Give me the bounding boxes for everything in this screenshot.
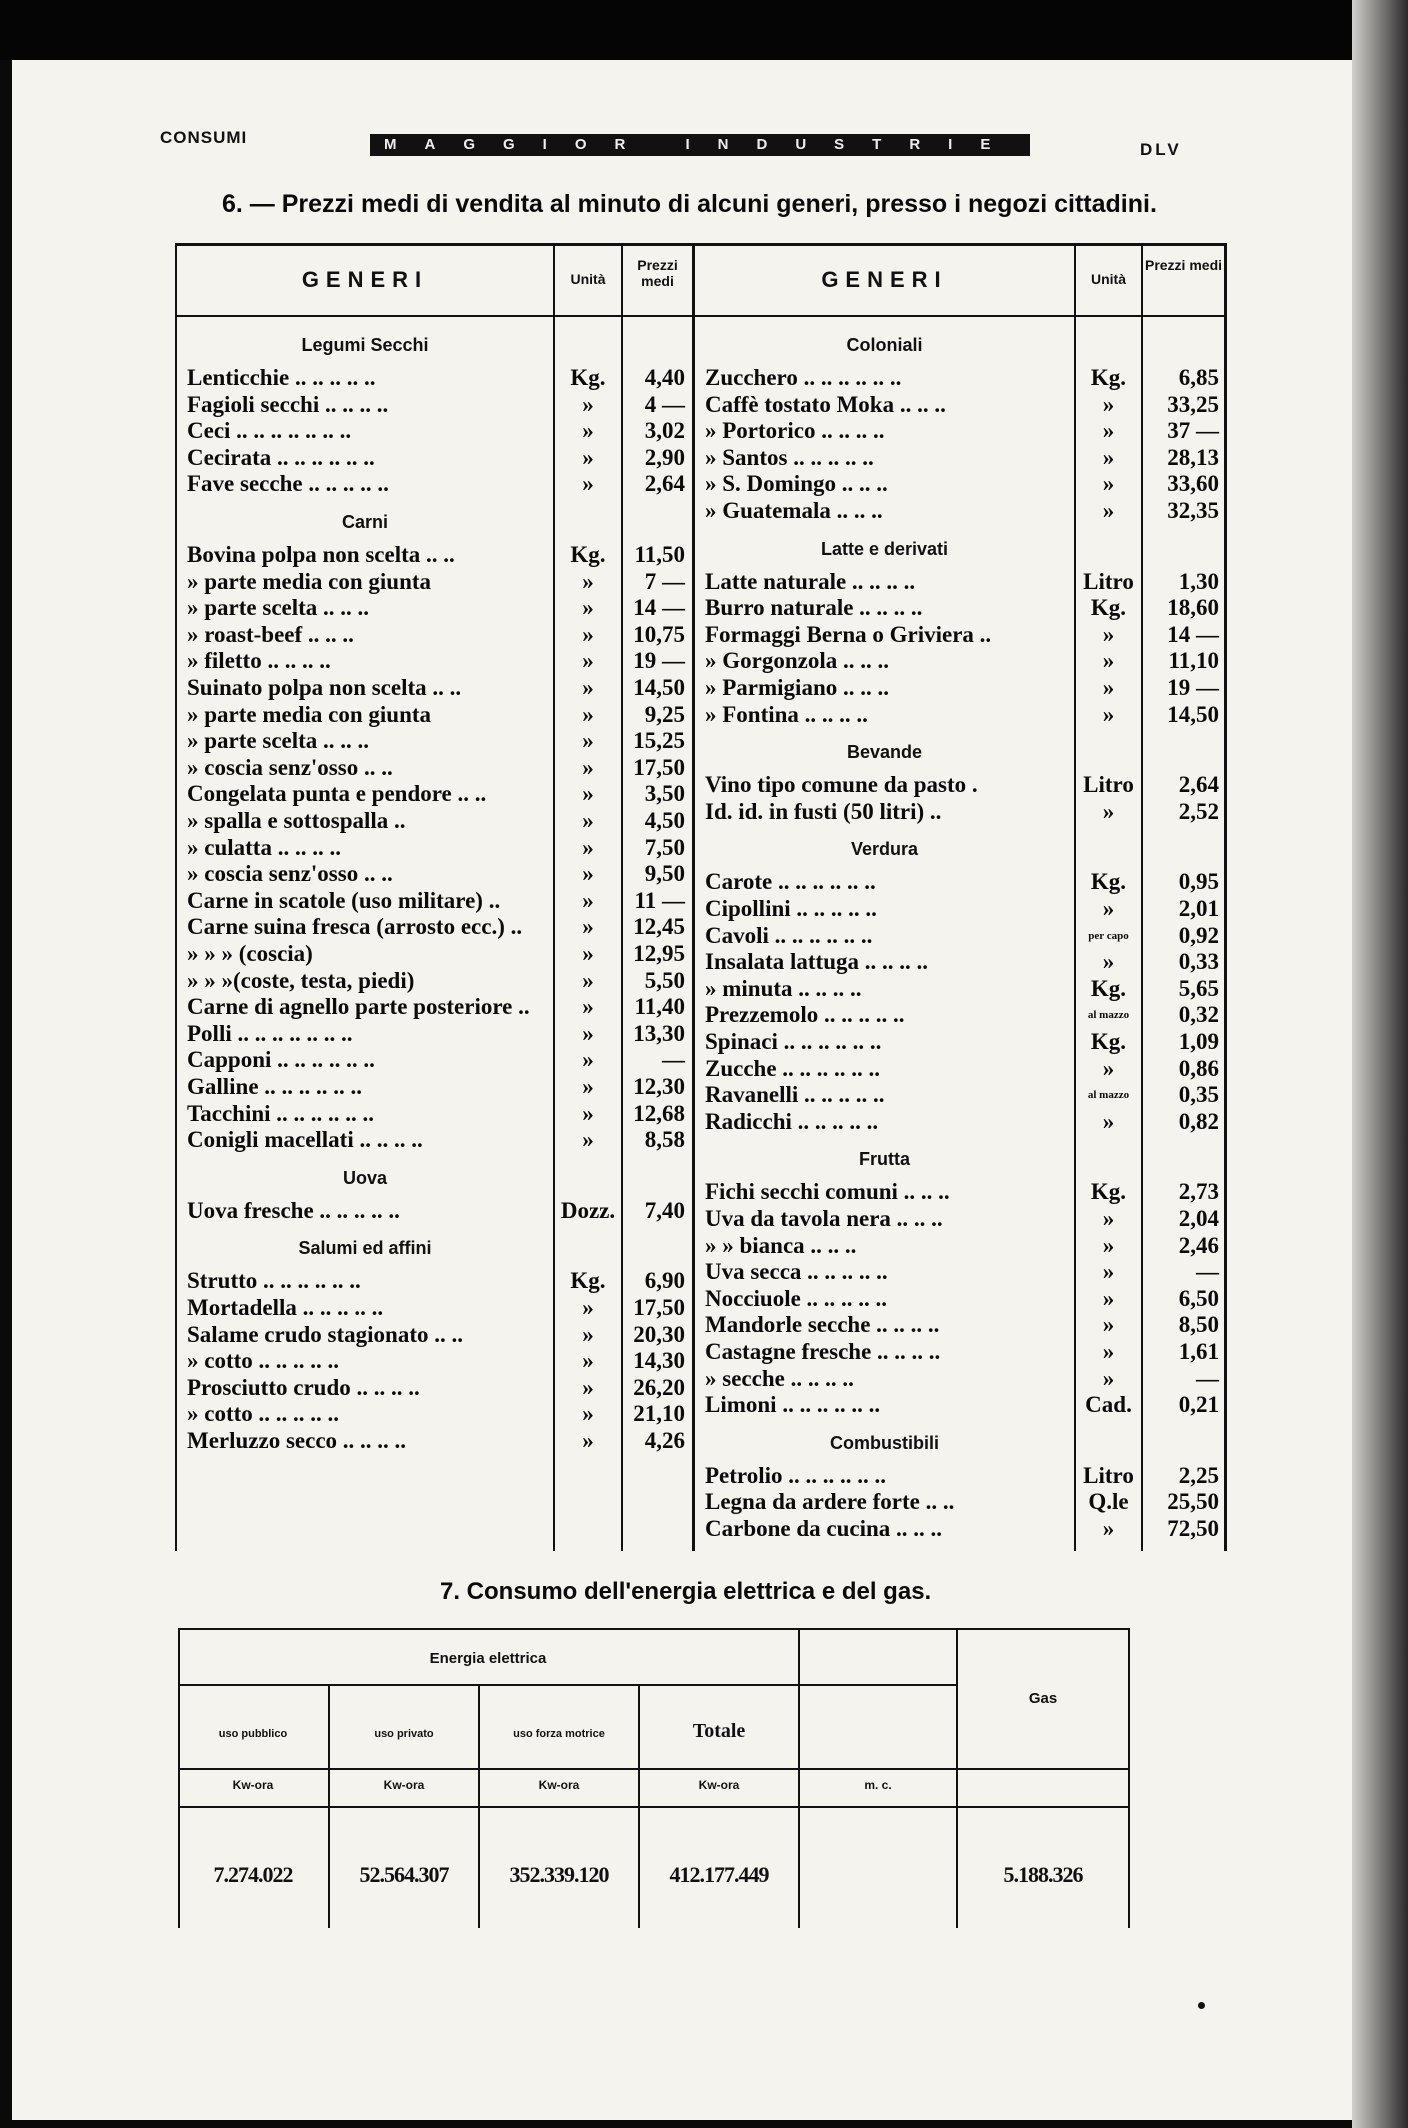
row-unita: » bbox=[582, 1401, 594, 1427]
row-unita: » bbox=[582, 861, 594, 887]
row-unita: » bbox=[582, 471, 594, 497]
row-genere: Legna da ardere forte .. .. bbox=[705, 1489, 955, 1515]
row-prezzo: 21,10 bbox=[633, 1401, 685, 1427]
row-prezzo: 6,90 bbox=[644, 1268, 685, 1294]
row-unita: » bbox=[582, 1074, 594, 1099]
col-totale: Totale bbox=[692, 1720, 746, 1742]
row-genere: Carote .. .. .. .. .. .. bbox=[705, 869, 876, 895]
row-prezzo: 12,68 bbox=[633, 1100, 685, 1126]
row-prezzo: 72,50 bbox=[1167, 1516, 1219, 1541]
row-prezzo: 12,95 bbox=[633, 941, 685, 966]
row-prezzo: 25,50 bbox=[1167, 1489, 1219, 1515]
row-unita: » bbox=[1102, 621, 1115, 647]
row-genere: » Gorgonzola .. .. .. bbox=[705, 648, 889, 674]
row-prezzo: 8,50 bbox=[1178, 1312, 1219, 1338]
table7 bbox=[178, 1628, 1130, 1928]
row-genere: » coscia senz'osso .. .. bbox=[187, 861, 393, 887]
row-unita: » bbox=[1102, 1516, 1115, 1541]
table-row bbox=[175, 1366, 1227, 1392]
row-genere: Zucche .. .. .. .. .. .. bbox=[705, 1055, 881, 1081]
row-genere: Mandorle secche .. .. .. .. bbox=[705, 1312, 940, 1338]
row-unita: al mazzo bbox=[1087, 1009, 1130, 1022]
col-generi-right: GENERI bbox=[821, 267, 948, 292]
row-unita: Kg. bbox=[1090, 595, 1127, 621]
unit-kw-ora: Kw-ora bbox=[698, 1778, 740, 1792]
row-genere: » S. Domingo .. .. .. bbox=[705, 471, 888, 497]
col-unita-left: Unità bbox=[570, 271, 606, 287]
table-row bbox=[175, 1179, 1227, 1205]
row-unita: » bbox=[582, 1100, 594, 1126]
row-unita: » bbox=[582, 754, 594, 780]
row-prezzo: 0,35 bbox=[1178, 1082, 1219, 1108]
row-unita: per capo bbox=[1088, 929, 1129, 942]
row-unita: » bbox=[1102, 949, 1115, 975]
row-prezzo: 6,85 bbox=[1178, 365, 1219, 390]
row-genere: » parte scelta .. .. .. bbox=[187, 728, 370, 754]
row-unita: » bbox=[582, 648, 594, 674]
row-genere: Uva da tavola nera .. .. .. bbox=[705, 1206, 943, 1231]
row-unita: al mazzo bbox=[1087, 1089, 1130, 1102]
row-unita: Q.le bbox=[1088, 1489, 1129, 1515]
table-row bbox=[175, 498, 1227, 524]
row-unita: » bbox=[582, 994, 594, 1020]
row-genere: Tacchini .. .. .. .. .. .. bbox=[187, 1100, 375, 1126]
section-title: Combustibili bbox=[830, 1432, 939, 1453]
row-prezzo: — bbox=[1196, 1365, 1219, 1391]
row-genere: Merluzzo secco .. .. .. .. bbox=[187, 1428, 407, 1453]
row-unita: » bbox=[1102, 391, 1115, 417]
row-unita: » bbox=[1102, 701, 1115, 727]
row-prezzo: 2,73 bbox=[1178, 1179, 1219, 1205]
row-unita: » bbox=[1102, 1232, 1115, 1258]
table-row bbox=[175, 1259, 1227, 1285]
table-row bbox=[175, 1056, 1227, 1082]
table-row bbox=[175, 1463, 1227, 1489]
row-genere: Caffè tostato Moka .. .. .. bbox=[705, 391, 946, 417]
row-unita: » bbox=[582, 1374, 594, 1400]
row-prezzo: 0,33 bbox=[1178, 949, 1219, 975]
row-genere: Cecirata .. .. .. .. .. .. bbox=[187, 444, 375, 470]
table-row bbox=[175, 675, 1227, 701]
row-genere: Petrolio .. .. .. .. .. .. bbox=[705, 1462, 886, 1488]
row-prezzo: 3,02 bbox=[644, 418, 685, 444]
row-genere: » Parmigiano .. .. .. bbox=[705, 675, 889, 700]
row-prezzo: 11,10 bbox=[1168, 648, 1219, 674]
row-genere: Conigli macellati .. .. .. .. bbox=[187, 1127, 423, 1153]
row-prezzo: 10,75 bbox=[633, 621, 685, 647]
row-genere: » spalla e sottospalla .. bbox=[187, 808, 406, 833]
unit-kw-ora: Kw-ora bbox=[232, 1778, 274, 1792]
col-uso-pubblico: uso pubblico bbox=[218, 1728, 288, 1740]
row-prezzo: 32,35 bbox=[1167, 498, 1219, 523]
row-genere: Carbone da cucina .. .. .. bbox=[705, 1516, 943, 1541]
unit-kw-ora: Kw-ora bbox=[383, 1778, 425, 1792]
row-unita: » bbox=[582, 914, 594, 940]
row-unita: » bbox=[1102, 648, 1115, 674]
row-prezzo: 8,58 bbox=[644, 1127, 685, 1153]
table6 bbox=[175, 243, 1227, 1551]
row-unita: » bbox=[582, 967, 594, 993]
table-row bbox=[175, 1109, 1227, 1135]
table-row bbox=[175, 1233, 1227, 1259]
row-genere: Prosciutto crudo .. .. .. .. bbox=[187, 1374, 420, 1400]
row-genere: Castagne fresche .. .. .. .. bbox=[705, 1339, 941, 1364]
row-prezzo: 15,25 bbox=[633, 728, 685, 754]
row-prezzo: 33,25 bbox=[1167, 391, 1219, 417]
row-prezzo: 2,64 bbox=[1178, 772, 1219, 798]
row-prezzo: 5,50 bbox=[644, 967, 685, 993]
row-prezzo: 4 — bbox=[644, 391, 685, 417]
row-genere: Ravanelli .. .. .. .. .. bbox=[705, 1082, 885, 1108]
row-prezzo: 1,61 bbox=[1178, 1339, 1219, 1364]
row-unita: » bbox=[582, 1348, 594, 1374]
row-unita: » bbox=[582, 391, 594, 417]
row-unita: Kg. bbox=[570, 1268, 606, 1294]
row-genere: Prezzemolo .. .. .. .. .. bbox=[705, 1002, 905, 1028]
table-row bbox=[175, 1029, 1227, 1055]
section-title: Bevande bbox=[846, 742, 923, 763]
row-genere: Uva secca .. .. .. .. .. bbox=[705, 1259, 888, 1285]
row-genere: Vino tipo comune da pasto . bbox=[705, 772, 978, 798]
row-unita: Kg. bbox=[1090, 975, 1127, 1001]
row-unita: » bbox=[582, 781, 594, 807]
row-unita: Kg. bbox=[1090, 1179, 1127, 1205]
row-unita: » bbox=[582, 887, 594, 913]
row-prezzo: — bbox=[1196, 1259, 1219, 1285]
table-row bbox=[175, 622, 1227, 648]
row-prezzo: 37 — bbox=[1167, 418, 1219, 444]
row-unita: Litro bbox=[1083, 568, 1134, 594]
row-unita: » bbox=[1102, 1339, 1115, 1364]
row-unita: » bbox=[1102, 1206, 1115, 1231]
table-row bbox=[175, 648, 1227, 674]
table-row bbox=[175, 976, 1227, 1002]
col-prezzi-left: Prezzi medi bbox=[637, 257, 678, 289]
row-genere: Carne di agnello parte posteriore .. bbox=[187, 994, 530, 1020]
row-genere: Mortadella .. .. .. .. .. bbox=[187, 1295, 384, 1320]
row-unita: » bbox=[582, 1321, 594, 1347]
row-unita: » bbox=[1102, 675, 1115, 700]
row-genere: » roast-beef .. .. .. bbox=[187, 621, 354, 647]
table-row bbox=[175, 471, 1227, 497]
table-row bbox=[175, 1489, 1227, 1515]
row-genere: » Guatemala .. .. .. bbox=[705, 498, 883, 523]
row-genere: Carne suina fresca (arrosto ecc.) .. bbox=[187, 914, 523, 940]
row-genere: Strutto .. .. .. .. .. .. bbox=[187, 1268, 361, 1294]
row-prezzo: 4,26 bbox=[644, 1428, 685, 1453]
row-unita: » bbox=[582, 728, 594, 754]
unit-kw-ora: Kw-ora bbox=[538, 1778, 580, 1792]
row-unita: » bbox=[582, 834, 594, 860]
row-prezzo: 2,52 bbox=[1178, 798, 1219, 824]
row-prezzo: — bbox=[662, 1047, 685, 1073]
table-row bbox=[175, 595, 1227, 621]
row-genere: Capponi .. .. .. .. .. .. bbox=[187, 1047, 375, 1073]
row-genere: Id. id. in fusti (50 litri) .. bbox=[705, 798, 942, 824]
table6-header-rule bbox=[175, 315, 1227, 317]
col-uso-forza-motrice: uso forza motrice bbox=[513, 1728, 605, 1740]
row-prezzo: 17,50 bbox=[633, 1295, 685, 1320]
value-uso-forza-motrice: 352.339.120 bbox=[509, 1862, 609, 1887]
row-prezzo: 12,30 bbox=[633, 1074, 685, 1099]
table-row bbox=[175, 869, 1227, 895]
row-prezzo: 7,50 bbox=[644, 834, 685, 860]
row-genere: » Fontina .. .. .. .. bbox=[705, 701, 868, 727]
col-unita-right: Unità bbox=[1091, 271, 1126, 287]
row-genere: Fichi secchi comuni .. .. .. bbox=[705, 1179, 950, 1205]
row-genere: Radicchi .. .. .. .. .. bbox=[705, 1108, 879, 1134]
table-row bbox=[175, 1002, 1227, 1028]
row-prezzo: 9,50 bbox=[644, 861, 685, 887]
row-genere: Latte naturale .. .. .. .. bbox=[705, 568, 916, 594]
table6-top-rule bbox=[175, 243, 1227, 246]
row-genere: » coscia senz'osso .. .. bbox=[187, 754, 393, 780]
row-prezzo: 1,30 bbox=[1178, 568, 1219, 594]
value-totale: 412.177.449 bbox=[669, 1862, 769, 1887]
row-genere: Limoni .. .. .. .. .. .. bbox=[705, 1392, 881, 1418]
row-unita: » bbox=[582, 808, 594, 833]
row-prezzo: 14,30 bbox=[633, 1348, 685, 1374]
row-genere: Uova fresche .. .. .. .. .. bbox=[187, 1197, 400, 1223]
running-header-band: MAGGIOR INDUSTRIE bbox=[370, 134, 1030, 156]
row-genere: » parte media con giunta bbox=[187, 568, 432, 594]
row-unita: » bbox=[1102, 1259, 1115, 1285]
row-genere: » culatta .. .. .. .. bbox=[187, 834, 341, 860]
row-unita: Dozz. bbox=[560, 1197, 616, 1223]
row-prezzo: 0,82 bbox=[1178, 1108, 1219, 1134]
row-unita: » bbox=[1102, 1108, 1115, 1134]
row-genere: Suinato polpa non scelta .. .. bbox=[187, 675, 462, 700]
row-genere: Salame crudo stagionato .. .. bbox=[187, 1321, 463, 1347]
row-prezzo: 6,50 bbox=[1178, 1285, 1219, 1311]
table-row bbox=[175, 392, 1227, 418]
table-row bbox=[175, 702, 1227, 728]
row-prezzo: 19 — bbox=[633, 648, 685, 674]
row-unita: » bbox=[582, 701, 594, 727]
table-row bbox=[175, 1286, 1227, 1312]
row-unita: » bbox=[1102, 471, 1115, 497]
row-prezzo: 4,50 bbox=[644, 808, 685, 833]
row-genere: » Portorico .. .. .. .. bbox=[705, 418, 885, 444]
row-prezzo: 11,50 bbox=[634, 542, 685, 567]
row-genere: Bovina polpa non scelta .. .. bbox=[187, 542, 455, 567]
value-uso-privato: 52.564.307 bbox=[359, 1862, 449, 1887]
row-prezzo: 4,40 bbox=[644, 365, 685, 390]
row-prezzo: 7 — bbox=[644, 568, 685, 594]
row-unita: » bbox=[582, 1295, 594, 1320]
row-prezzo: 17,50 bbox=[633, 754, 685, 780]
row-genere: Fagioli secchi .. .. .. .. bbox=[187, 391, 389, 417]
row-genere: » filetto .. .. .. .. bbox=[187, 648, 331, 674]
table-row bbox=[175, 445, 1227, 471]
section-title: Verdura bbox=[850, 839, 919, 860]
row-unita: » bbox=[582, 621, 594, 647]
row-prezzo: 1,09 bbox=[1178, 1029, 1219, 1054]
row-prezzo: 26,20 bbox=[633, 1374, 685, 1400]
table7-title: 7. Consumo dell'energia elettrica e del gas. bbox=[440, 1578, 932, 1605]
table6-title: 6. — Prezzi medi di vendita al minuto di alcuni generi, presso i negozi cittadini. bbox=[222, 190, 1157, 218]
table-row bbox=[175, 418, 1227, 444]
row-prezzo: 14 — bbox=[633, 595, 685, 621]
row-prezzo: 5,65 bbox=[1178, 975, 1219, 1001]
gas-header: Gas bbox=[1028, 1690, 1058, 1707]
row-unita: » bbox=[1102, 1285, 1115, 1311]
row-prezzo: 2,01 bbox=[1178, 896, 1219, 921]
row-unita: Kg. bbox=[1090, 365, 1127, 390]
row-prezzo: 0,86 bbox=[1178, 1055, 1219, 1081]
row-unita: » bbox=[582, 444, 594, 470]
section-title: Carni bbox=[341, 512, 388, 532]
row-genere: Zucchero .. .. .. .. .. .. bbox=[705, 365, 902, 390]
row-prezzo: 14,50 bbox=[1167, 701, 1219, 727]
row-unita: » bbox=[582, 1047, 594, 1073]
row-prezzo: 2,64 bbox=[644, 471, 685, 497]
row-prezzo: 12,45 bbox=[633, 914, 685, 940]
row-unita: » bbox=[1102, 418, 1115, 444]
row-prezzo: 14 — bbox=[1167, 621, 1219, 647]
running-header-right: DLV bbox=[1140, 140, 1182, 159]
section-title: Legumi Secchi bbox=[301, 335, 429, 355]
row-unita: » bbox=[1102, 798, 1115, 824]
row-prezzo: 2,25 bbox=[1178, 1462, 1219, 1488]
row-genere: » Santos .. .. .. .. .. bbox=[705, 444, 874, 470]
row-unita: » bbox=[1102, 1365, 1115, 1391]
table-row bbox=[175, 896, 1227, 922]
table-row bbox=[175, 923, 1227, 949]
row-genere: Spinaci .. .. .. .. .. .. bbox=[705, 1029, 882, 1054]
table-row bbox=[175, 569, 1227, 595]
row-genere: » secche .. .. .. .. bbox=[705, 1365, 854, 1391]
row-unita: » bbox=[582, 418, 594, 444]
section-title: Uova bbox=[342, 1167, 387, 1188]
value-gas: 5.188.326 bbox=[1003, 1862, 1083, 1887]
col-prezzi-right: Prezzi medi bbox=[1144, 257, 1223, 273]
table-row bbox=[175, 1392, 1227, 1418]
row-unita: » bbox=[1102, 498, 1115, 523]
row-unita: Cad. bbox=[1085, 1392, 1132, 1418]
row-prezzo: 0,92 bbox=[1178, 922, 1219, 948]
section-title: Frutta bbox=[859, 1149, 910, 1170]
row-prezzo: 13,30 bbox=[633, 1020, 685, 1046]
section-title: Latte e derivati bbox=[820, 538, 949, 559]
running-header-left: CONSUMI bbox=[160, 128, 248, 147]
value-uso-pubblico: 7.274.022 bbox=[213, 1862, 293, 1887]
row-unita: » bbox=[582, 1127, 594, 1153]
row-unita: Litro bbox=[1083, 1462, 1134, 1488]
col-uso-privato: uso privato bbox=[374, 1728, 434, 1740]
table-row bbox=[175, 365, 1227, 391]
row-unita: » bbox=[582, 675, 594, 700]
energia-group-header: Energia elettrica bbox=[429, 1650, 547, 1667]
row-prezzo: 9,25 bbox=[644, 701, 685, 727]
table-row bbox=[175, 1206, 1227, 1232]
row-genere: » parte media con giunta bbox=[187, 701, 432, 727]
row-unita: » bbox=[582, 941, 594, 966]
col-generi-left: GENERI bbox=[301, 267, 429, 292]
row-genere: » cotto .. .. .. .. .. bbox=[187, 1401, 340, 1427]
table-row bbox=[175, 1082, 1227, 1108]
row-unita: » bbox=[1102, 444, 1115, 470]
row-unita: Kg. bbox=[570, 542, 606, 567]
row-prezzo: 11,40 bbox=[634, 994, 685, 1020]
table-row bbox=[175, 772, 1227, 798]
section-title: Salumi ed affini bbox=[298, 1238, 432, 1259]
row-unita: » bbox=[1102, 1312, 1115, 1338]
row-genere: Formaggi Berna o Griviera .. bbox=[705, 621, 992, 647]
row-prezzo: 20,30 bbox=[633, 1321, 685, 1347]
row-genere: » minuta .. .. .. .. bbox=[705, 975, 862, 1001]
row-unita: » bbox=[582, 1020, 594, 1046]
row-prezzo: 19 — bbox=[1167, 675, 1219, 700]
row-prezzo: 11 — bbox=[634, 887, 685, 913]
table-row bbox=[175, 949, 1227, 975]
row-prezzo: 3,50 bbox=[644, 781, 685, 807]
row-genere: Cipollini .. .. .. .. .. bbox=[705, 896, 877, 921]
row-unita: » bbox=[582, 568, 594, 594]
row-genere: » » » (coscia) bbox=[187, 941, 313, 966]
row-prezzo: 7,40 bbox=[644, 1197, 685, 1223]
row-unita: Kg. bbox=[1090, 869, 1127, 895]
row-genere: Nocciuole .. .. .. .. .. bbox=[705, 1285, 888, 1311]
row-unita: Litro bbox=[1083, 772, 1134, 798]
ink-speck bbox=[1198, 2002, 1205, 2009]
row-unita: » bbox=[1102, 1055, 1115, 1081]
row-genere: Polli .. .. .. .. .. .. .. bbox=[187, 1020, 353, 1046]
row-genere: Congelata punta e pendore .. .. bbox=[187, 781, 487, 807]
row-genere: » cotto .. .. .. .. .. bbox=[187, 1348, 340, 1374]
row-genere: Lenticchie .. .. .. .. .. bbox=[187, 365, 376, 390]
table-row bbox=[175, 1516, 1227, 1542]
scan-right-edge bbox=[1352, 0, 1408, 2128]
row-prezzo: 0,32 bbox=[1178, 1002, 1219, 1028]
row-prezzo: 18,60 bbox=[1167, 595, 1219, 621]
row-unita: » bbox=[582, 595, 594, 621]
row-unita: Kg. bbox=[570, 365, 606, 390]
row-genere: Burro naturale .. .. .. .. bbox=[705, 595, 923, 621]
row-genere: Ceci .. .. .. .. .. .. .. bbox=[187, 418, 352, 444]
row-unita: Kg. bbox=[1090, 1029, 1127, 1054]
row-prezzo: 28,13 bbox=[1167, 444, 1219, 470]
row-prezzo: 0,21 bbox=[1178, 1392, 1219, 1418]
table-row bbox=[175, 799, 1227, 825]
row-genere: Fave secche .. .. .. .. .. bbox=[187, 471, 389, 497]
row-genere: » » bianca .. .. .. bbox=[705, 1232, 857, 1258]
row-prezzo: 2,46 bbox=[1178, 1232, 1219, 1258]
row-genere: Cavoli .. .. .. .. .. .. bbox=[705, 922, 873, 948]
section-title: Coloniali bbox=[846, 335, 923, 355]
row-genere: » » »(coste, testa, piedi) bbox=[187, 967, 415, 993]
row-prezzo: 0,95 bbox=[1178, 869, 1219, 895]
table-row bbox=[175, 1339, 1227, 1365]
row-prezzo: 33,60 bbox=[1167, 471, 1219, 497]
row-prezzo: 2,90 bbox=[644, 444, 685, 470]
row-genere: Carne in scatole (uso militare) .. bbox=[187, 887, 501, 913]
row-prezzo: 14,50 bbox=[633, 675, 685, 700]
scan-top-border bbox=[0, 0, 1408, 60]
row-genere: » parte scelta .. .. .. bbox=[187, 595, 370, 621]
table-row bbox=[175, 1312, 1227, 1338]
unit-mc: m. c. bbox=[864, 1778, 892, 1792]
row-unita: » bbox=[1102, 896, 1115, 921]
row-unita: » bbox=[582, 1428, 594, 1453]
row-prezzo: 2,04 bbox=[1178, 1206, 1219, 1231]
row-genere: Galline .. .. .. .. .. .. bbox=[187, 1074, 363, 1099]
row-genere: Insalata lattuga .. .. .. .. bbox=[705, 949, 928, 975]
